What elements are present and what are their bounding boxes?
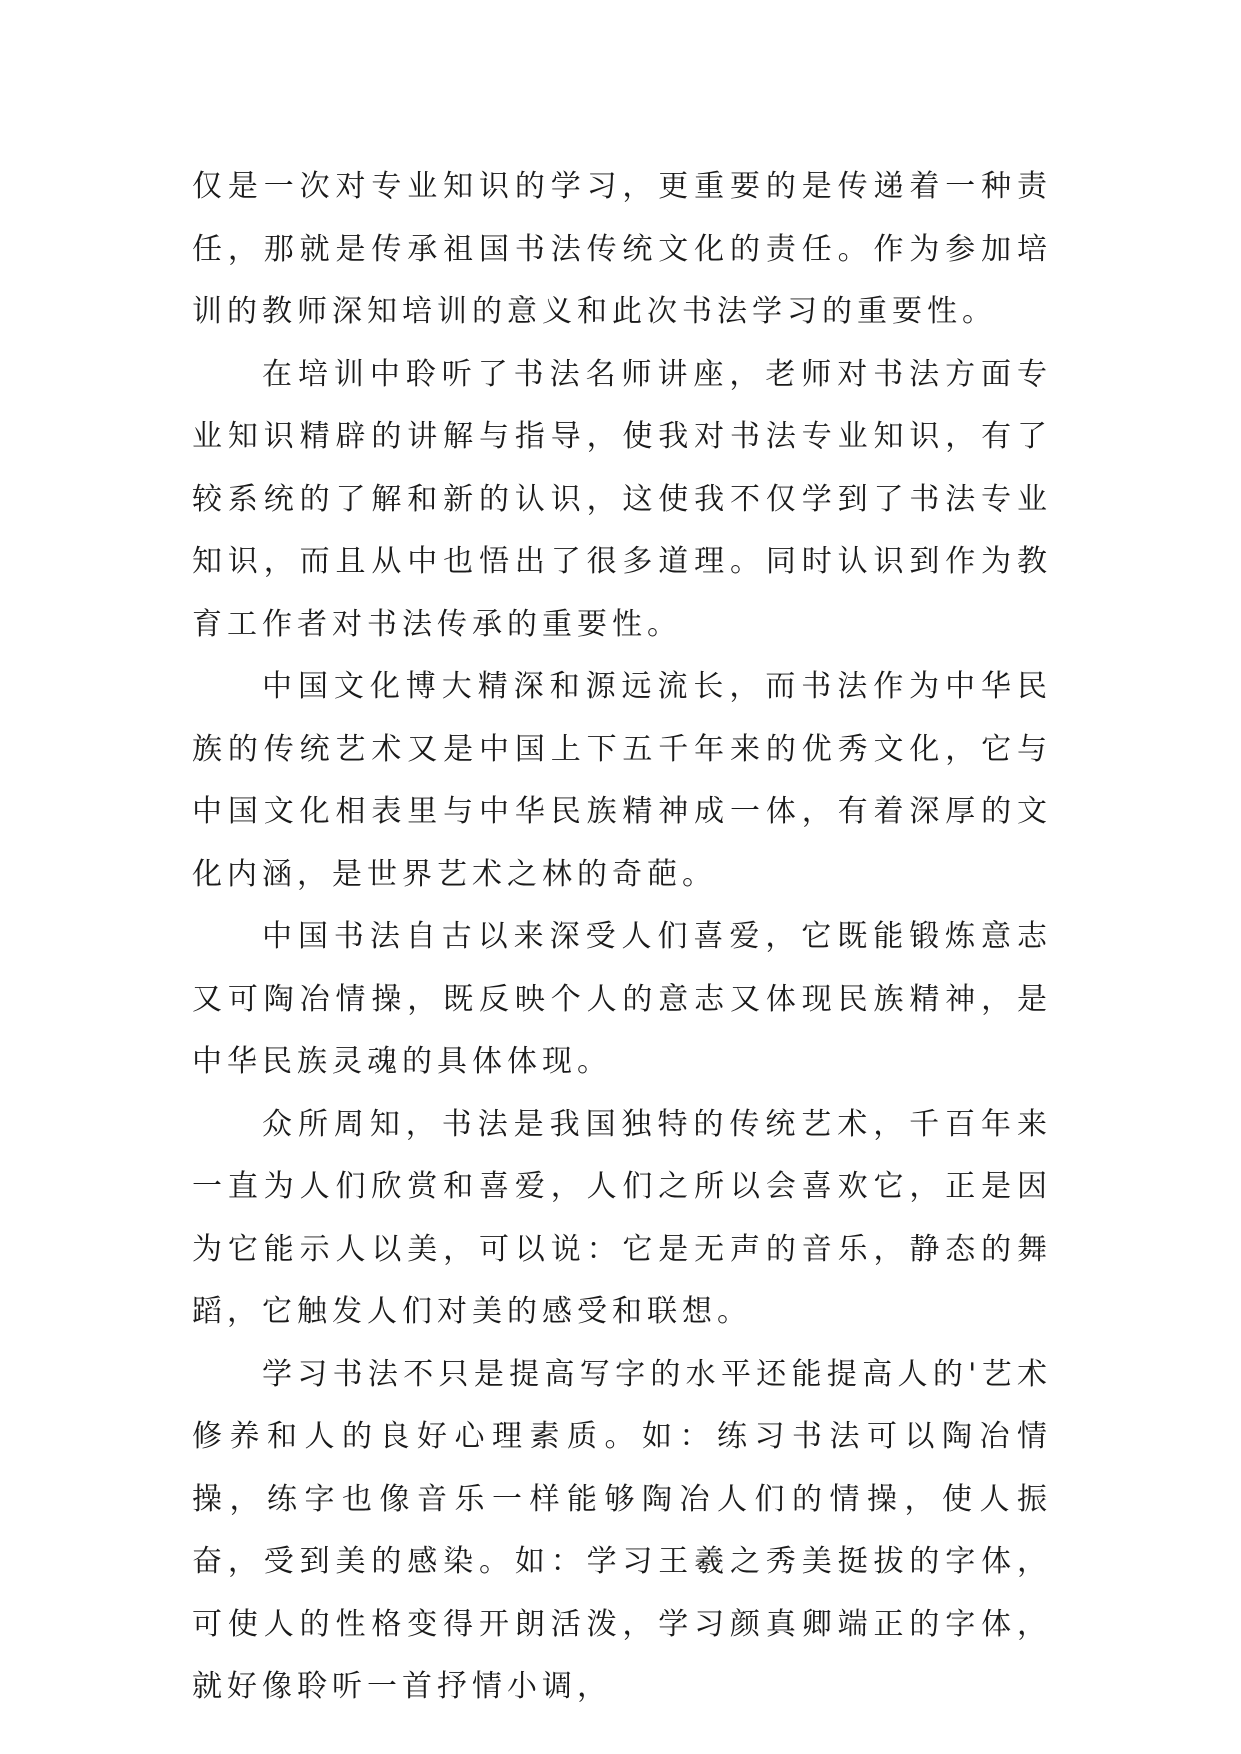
document-body — [192, 156, 1052, 1719]
paragraph-continuation: 仅是一次对专业知识的学习，更重要的是传递着一种责任，那就是传承祖国书法传统文化的责任。作为参加培训的教师深知培训的意义和此次书法学习的重要性。 — [192, 169, 1052, 329]
paragraph-learning-benefits: 学习书法不只是提高写字的水平还能提高人的'艺术修养和人的良好心理素质。如：练习书法可以陶冶情操，练字也像音乐一样能够陶冶人们的情操，使人振奋，受到美的感染。如：学习王羲之秀美挺拔的字体，可使人的性格变得开朗活泼，学习颜真卿端正的字体，就好像聆听一首抒情小调， — [192, 1356, 1052, 1704]
paragraph-training-lectures: 在培训中聆听了书法名师讲座，老师对书法方面专业知识精辟的讲解与指导，使我对书法专业知识，有了较系统的了解和新的认识，这使我不仅学到了书法专业知识，而且从中也悟出了很多道理。同时认识到作为教育工作者对书法传承的重要性。 — [192, 356, 1052, 642]
paragraph-calligraphy-beloved: 中国书法自古以来深受人们喜爱，它既能锻炼意志又可陶冶情操，既反映个人的意志又体现民族精神，是中华民族灵魂的具体体现。 — [192, 919, 1052, 1079]
paragraph-unique-art: 众所周知，书法是我国独特的传统艺术，千百年来一直为人们欣赏和喜爱，人们之所以会喜欢它，正是因为它能示人以美，可以说：它是无声的音乐，静态的舞蹈，它触发人们对美的感受和联想。 — [192, 1106, 1052, 1329]
paragraph-chinese-culture: 中国文化博大精深和源远流长，而书法作为中华民族的传统艺术又是中国上下五千年来的优秀文化，它与中国文化相表里与中华民族精神成一体，有着深厚的文化内涵，是世界艺术之林的奇葩。 — [192, 669, 1052, 892]
